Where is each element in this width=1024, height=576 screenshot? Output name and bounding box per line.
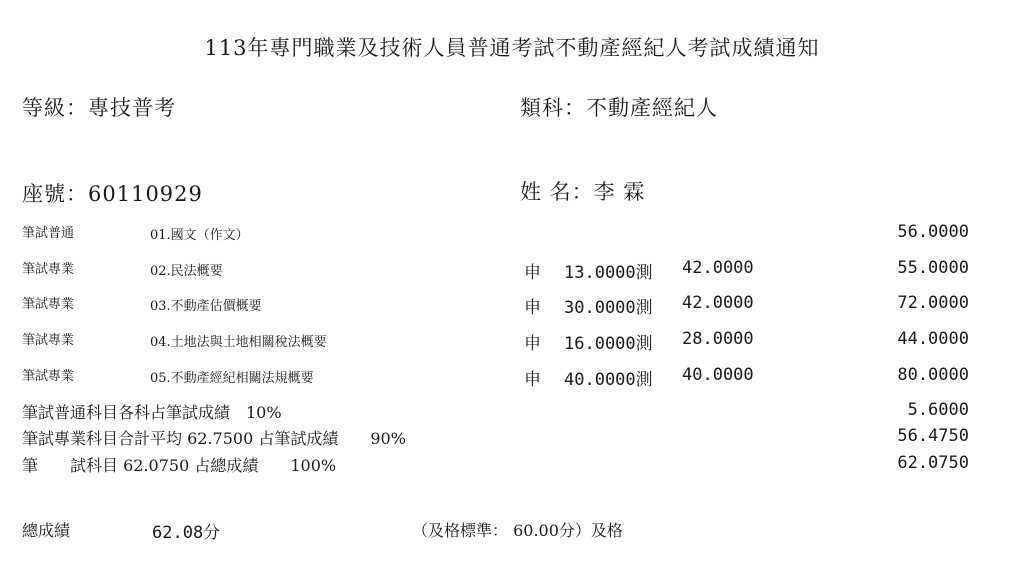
subject-score: 56.0000	[897, 222, 969, 242]
subject-flag: 申	[524, 298, 541, 318]
subject-type: 筆試專業	[22, 297, 75, 312]
subject-name: 01.國文（作文）	[150, 228, 249, 243]
summary-label: 筆試普通科目各科占筆試成績 10%	[22, 403, 282, 422]
subject-score-2: 40.0000	[682, 365, 754, 385]
subject-score-2: 42.0000	[682, 258, 754, 278]
subject-name: 05.不動產經紀相關法規概要	[150, 371, 314, 386]
subject-name: 04.土地法與土地相關稅法概要	[150, 335, 327, 350]
subject-score: 72.0000	[897, 293, 969, 313]
candidate-name: 姓 名：李 霖	[520, 180, 646, 204]
subject-score-1: 40.0000測	[564, 370, 653, 390]
summary-label: 筆試專業科目合計平均 62.7500 占筆試成績 90%	[22, 429, 406, 448]
subject-flag: 申	[524, 334, 541, 354]
subject-score-2: 28.0000	[682, 329, 754, 349]
exam-category: 類科：不動產經紀人	[520, 96, 718, 120]
subject-type: 筆試普通	[22, 226, 75, 241]
summary-value: 62.0750	[897, 453, 969, 473]
page-title: 113年專門職業及技術人員普通考試不動產經紀人考試成績通知	[204, 36, 820, 60]
subject-flag: 申	[524, 263, 541, 283]
subject-score-2: 42.0000	[682, 293, 754, 313]
subject-type: 筆試專業	[22, 369, 75, 384]
subject-type: 筆試專業	[22, 333, 75, 348]
subject-name: 02.民法概要	[150, 264, 223, 279]
subject-score-1: 16.0000測	[564, 334, 653, 354]
summary-value: 56.4750	[897, 426, 969, 446]
subject-score-1: 30.0000測	[564, 298, 653, 318]
summary-label: 筆 試科目 62.0750 占總成績 100%	[22, 456, 337, 475]
total-label: 總成績	[22, 521, 71, 540]
subject-score: 55.0000	[897, 258, 969, 278]
subject-score-1: 13.0000測	[564, 263, 653, 283]
seat-number: 座號：60110929	[22, 182, 203, 206]
subject-type: 筆試專業	[22, 262, 75, 277]
exam-level: 等級：專技普考	[22, 96, 176, 120]
subject-flag: 申	[524, 370, 541, 390]
subject-score: 80.0000	[897, 365, 969, 385]
summary-value: 5.6000	[907, 400, 969, 420]
total-score: 62.08分	[152, 523, 221, 543]
passing-standard: （及格標準： 60.00分）及格	[412, 521, 623, 540]
subject-name: 03.不動產估價概要	[150, 299, 262, 314]
subject-score: 44.0000	[897, 329, 969, 349]
